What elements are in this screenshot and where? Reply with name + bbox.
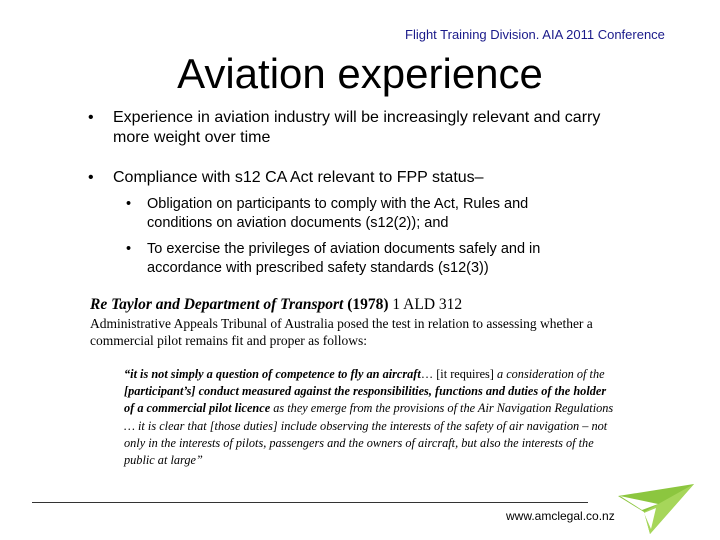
case-citation bbox=[90, 296, 650, 314]
sub-bullet-text: Obligation on participants to comply with the Act, Rules and conditions on aviation documents (s12(2)); and bbox=[147, 196, 529, 231]
block-quote bbox=[124, 366, 614, 469]
quote-emphasis: [participant’s] conduct measured against the responsibilities, functions and duties of the holder of a commercial pilot licence bbox=[124, 384, 607, 416]
bullet-text: Compliance with s12 CA Act relevant to FPP status– bbox=[113, 169, 484, 186]
quote-lead: “it is not simply a question of competence to fly an aircraft bbox=[124, 367, 421, 381]
footer-divider bbox=[32, 502, 588, 503]
sub-bullet-text: To exercise the privileges of aviation documents safely and in accordance with prescribed safety standards (s12(3)) bbox=[147, 241, 541, 276]
quote-part: a consideration of the bbox=[493, 367, 605, 381]
slide-title: Aviation experience bbox=[177, 50, 543, 97]
case-reference: 1 ALD 312 bbox=[392, 296, 463, 313]
case-name: Re Taylor and Department of Transport bbox=[90, 296, 344, 313]
tribunal-paragraph: Administrative Appeals Tribunal of Australia posed the test in relation to assessing whether a commercial pilot remains fit and proper as follows: bbox=[90, 316, 593, 348]
bullet-text: Experience in aviation industry will be increasingly relevant and carry more weight over time bbox=[113, 109, 601, 146]
footer-url: www.amclegal.co.nz bbox=[506, 509, 615, 523]
bullet-marker: • bbox=[126, 241, 132, 257]
quote-insert: … [it requires] bbox=[420, 367, 494, 381]
paper-plane-logo-icon bbox=[614, 482, 696, 536]
bullet-marker: • bbox=[88, 109, 94, 126]
quote-rest: as they emerge from the provisions of the Air Navigation Regulations … it is clear that [those duties] include observing the interests of the safety of air navigation – not only in the interests of pilots, passengers and the owners of aircraft, but also the interests of the public at large” bbox=[124, 401, 614, 468]
bullet-marker: • bbox=[88, 169, 94, 186]
case-year: (1978) bbox=[347, 296, 389, 313]
conference-header: Flight Training Division. AIA 2011 Conference bbox=[405, 27, 665, 42]
bullet-marker: • bbox=[126, 196, 132, 212]
